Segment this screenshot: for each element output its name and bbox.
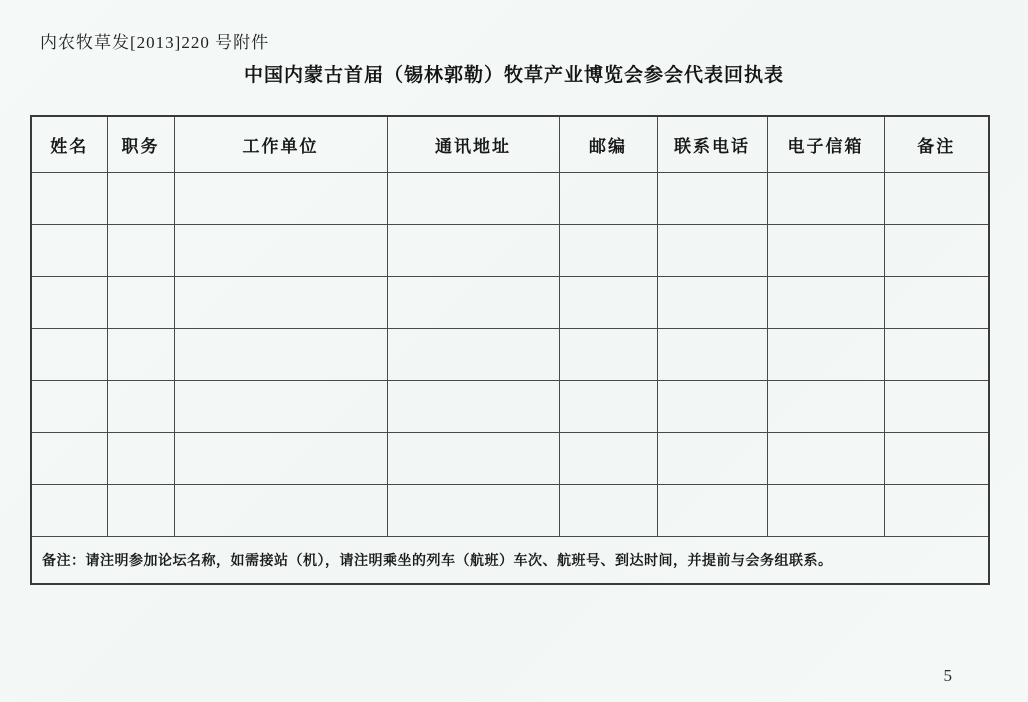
empty-cell — [559, 173, 657, 225]
column-header-contact-phone: 联系电话 — [657, 116, 767, 173]
reply-form-table — [30, 115, 990, 585]
empty-cell — [767, 225, 884, 277]
empty-cell — [387, 433, 559, 485]
empty-cell — [387, 173, 559, 225]
empty-cell — [107, 433, 174, 485]
table-header-row — [31, 116, 989, 173]
empty-cell — [31, 173, 107, 225]
page-title: 中国内蒙古首届（锡林郭勒）牧草产业博览会参会代表回执表 — [243, 65, 784, 86]
empty-cell — [174, 173, 387, 225]
empty-cell — [387, 277, 559, 329]
empty-cell — [174, 277, 387, 329]
empty-cell — [107, 329, 174, 381]
empty-cell — [107, 173, 174, 225]
empty-cell — [657, 433, 767, 485]
table-row — [31, 433, 989, 485]
empty-cell — [884, 173, 989, 225]
empty-cell — [31, 381, 107, 433]
empty-cell — [387, 381, 559, 433]
empty-cell — [559, 277, 657, 329]
empty-cell — [174, 329, 387, 381]
empty-cell — [559, 433, 657, 485]
empty-cell — [31, 225, 107, 277]
empty-cell — [107, 485, 174, 537]
table-row — [31, 277, 989, 329]
empty-cell — [657, 277, 767, 329]
empty-cell — [174, 381, 387, 433]
empty-cell — [767, 277, 884, 329]
empty-cell — [657, 225, 767, 277]
empty-cell — [884, 225, 989, 277]
empty-cell — [767, 381, 884, 433]
empty-cell — [387, 225, 559, 277]
document-number: 内农牧草发[2013]220 号附件 — [40, 33, 270, 52]
empty-cell — [767, 173, 884, 225]
empty-cell — [387, 329, 559, 381]
empty-cell — [31, 277, 107, 329]
empty-cell — [107, 225, 174, 277]
empty-cell — [767, 433, 884, 485]
empty-cell — [107, 277, 174, 329]
column-header-name: 姓名 — [31, 116, 107, 173]
table-row — [31, 329, 989, 381]
empty-cell — [657, 173, 767, 225]
footnote-row — [31, 537, 989, 585]
empty-cell — [884, 329, 989, 381]
empty-cell — [31, 485, 107, 537]
column-header-email: 电子信箱 — [767, 116, 884, 173]
empty-cell — [31, 329, 107, 381]
empty-cell — [884, 485, 989, 537]
empty-cell — [657, 485, 767, 537]
empty-cell — [107, 381, 174, 433]
empty-cell — [559, 225, 657, 277]
empty-cell — [767, 329, 884, 381]
empty-cell — [387, 485, 559, 537]
table-row — [31, 173, 989, 225]
footnote-text: 备注：请注明参加论坛名称，如需接站（机），请注明乘坐的列车（航班）车次、航班号、到达时间，并提前与会务组联系。 — [31, 537, 989, 585]
empty-cell — [767, 485, 884, 537]
empty-cell — [657, 329, 767, 381]
empty-cell — [559, 381, 657, 433]
empty-cell — [884, 381, 989, 433]
page-number: 5 — [943, 666, 952, 685]
column-header-remarks: 备注 — [884, 116, 989, 173]
column-header-postcode: 邮编 — [559, 116, 657, 173]
empty-cell — [884, 277, 989, 329]
table-row — [31, 225, 989, 277]
empty-cell — [31, 433, 107, 485]
table-row — [31, 381, 989, 433]
empty-cell — [174, 225, 387, 277]
empty-cell — [174, 485, 387, 537]
empty-cell — [174, 433, 387, 485]
empty-cell — [559, 329, 657, 381]
table-body — [31, 173, 989, 537]
column-header-mailing-address: 通讯地址 — [387, 116, 559, 173]
column-header-work-unit: 工作单位 — [174, 116, 387, 173]
column-header-position: 职务 — [107, 116, 174, 173]
empty-cell — [884, 433, 989, 485]
empty-cell — [657, 381, 767, 433]
empty-cell — [559, 485, 657, 537]
table-row — [31, 485, 989, 537]
